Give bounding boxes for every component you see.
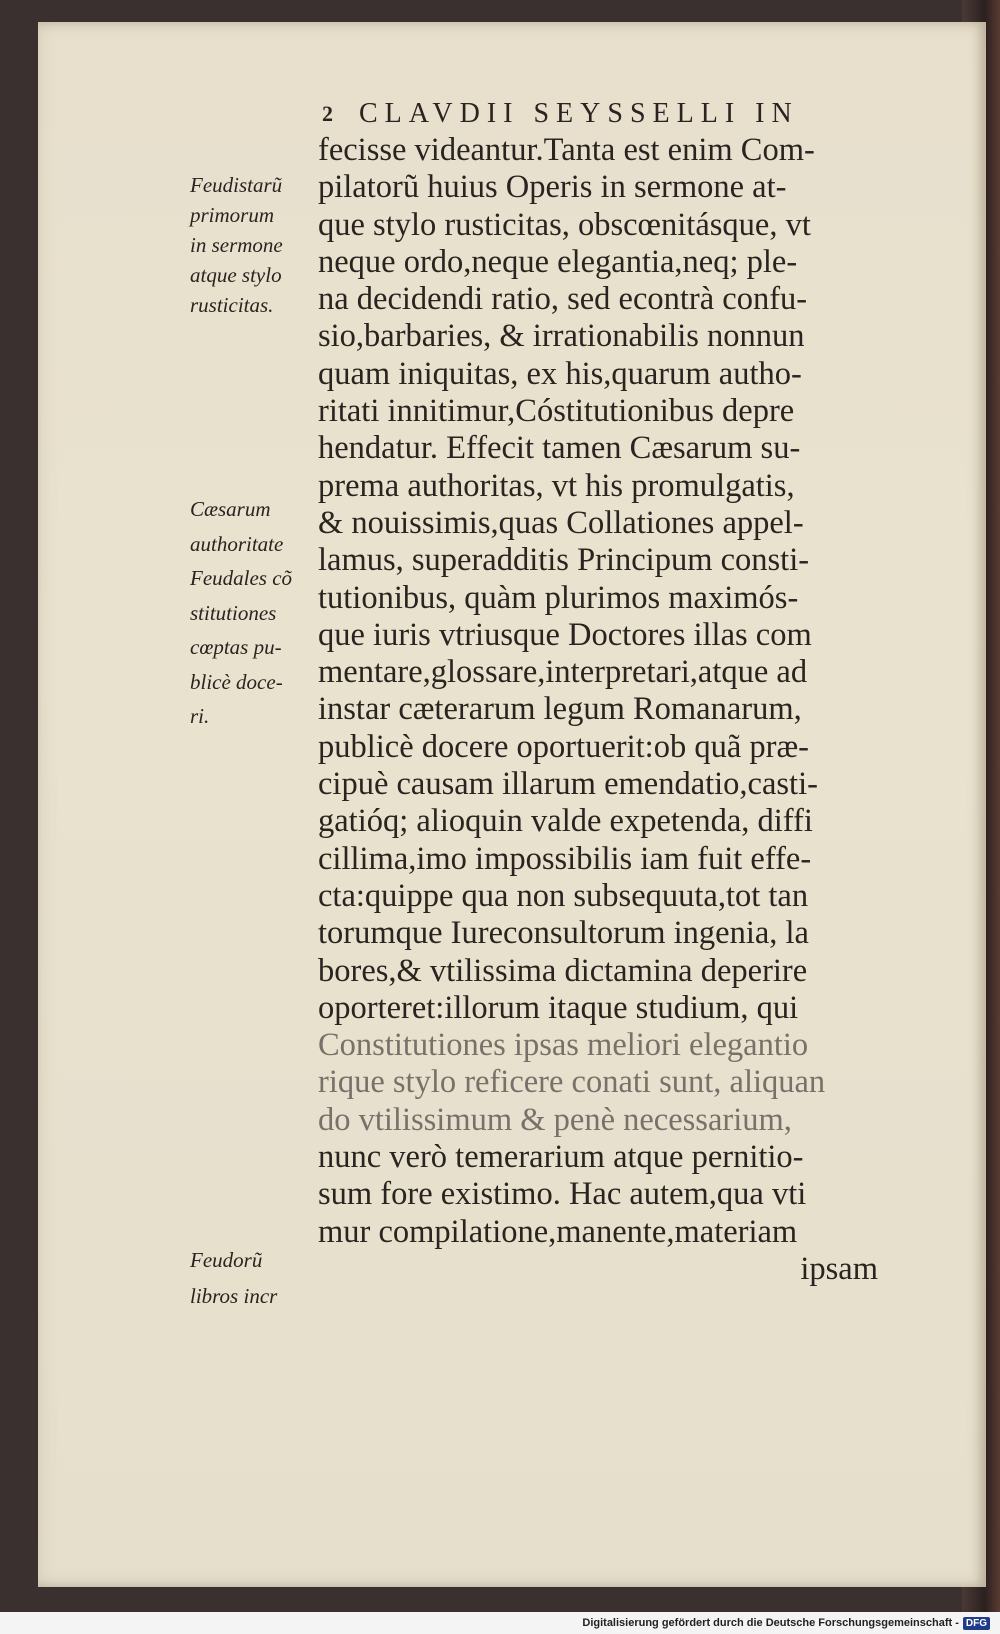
note-line: stitutiones — [190, 600, 277, 625]
running-head-title: CLAVDII SEYSSELLI IN — [359, 98, 799, 129]
page-number: 2 — [322, 101, 333, 126]
credit-text: Digitalisierung gefördert durch die Deutsche Forschungsgemeinschaft - — [582, 1617, 959, 1629]
text-line: fecisse videantur.Tanta est enim Com- — [318, 132, 815, 168]
text-line: bores,& vtilissima dictamina deperire — [318, 952, 808, 989]
text-line: neque ordo,neque elegantia,neq; ple- — [318, 243, 798, 280]
note-line: Cæsarum — [190, 497, 271, 521]
note-line: libros incr — [190, 1284, 278, 1308]
text-line: mentare,glossare,interpretari,atque ad — [318, 654, 808, 691]
note-line: rusticitas. — [190, 293, 274, 317]
text-line: sio,barbaries, & irrationabilis nonnun — [318, 318, 805, 355]
text-line: cipuè causam illarum emendatio,casti- — [318, 766, 818, 803]
text-line: tutionibus, quàm plurimos maximós- — [318, 579, 799, 616]
note-line: authoritate — [190, 531, 284, 556]
text-line: hendatur. Effecit tamen Cæsarum su- — [318, 430, 801, 467]
catchword: ipsam — [800, 1250, 878, 1287]
text-line: instar cæterarum legum Romanarum, — [318, 691, 802, 728]
text-line: prema authoritas, vt his promulgatis, — [318, 467, 795, 504]
text-line: quam iniquitas, ex his,quarum autho- — [318, 355, 802, 392]
digitization-credit — [582, 1614, 990, 1632]
text-line: oporteret:illorum itaque studium, qui — [318, 989, 799, 1026]
note-line: ri. — [190, 704, 210, 728]
note-line: Feudistarũ — [190, 173, 283, 197]
text-line: nunc verò temerarium atque pernitio- — [318, 1139, 804, 1176]
text-line: que stylo rusticitas, obscœnitásque, vt — [318, 206, 811, 243]
text-line: na decidendi ratio, sed econtrà confu- — [318, 281, 808, 318]
text-line: lamus, superadditis Principum consti- — [318, 542, 810, 579]
text-line: rique stylo reficere conati sunt, aliquan — [318, 1064, 826, 1101]
note-line: blicè doce- — [190, 669, 283, 694]
text-line: gatióq; alioquin valde expetenda, diffi — [318, 803, 813, 840]
note-line: atque stylo — [190, 263, 282, 287]
dfg-logo: DFG — [963, 1617, 990, 1630]
body-text — [318, 132, 878, 1288]
text-line: sum fore existimo. Hac autem,qua vti — [318, 1176, 807, 1213]
text-line: cillima,imo impossibilis iam fuit effe- — [318, 840, 812, 877]
text-line: torumque Iureconsultorum ingenia, la — [318, 915, 809, 952]
text-line: pilatorũ huius Operis in sermone at- — [318, 169, 787, 206]
note-line: cœptas pu- — [190, 635, 282, 659]
text-line: do vtilissimum & penè necessarium, — [318, 1101, 792, 1138]
note-line: Feudorũ — [190, 1248, 263, 1272]
running-head — [322, 94, 882, 134]
note-line: Feudales cõ — [190, 566, 293, 590]
marginal-note — [190, 1242, 320, 1314]
note-line: primorum — [190, 203, 275, 227]
marginal-note — [190, 170, 320, 320]
text-line: Constitutiones ipsas meliori elegantio — [318, 1027, 809, 1064]
text-line: mur compilatione,manente,materiam — [318, 1213, 798, 1250]
note-line: in sermone — [190, 233, 283, 257]
text-line: ritati innitimur,Cóstitutionibus depre — [318, 393, 795, 430]
text-line: & nouissimis,quas Collationes appel- — [318, 504, 804, 541]
text-line: publicè docere oportuerit:ob quã præ- — [318, 728, 809, 765]
text-line: cta:quippe qua non subsequuta,tot tan — [318, 877, 809, 914]
text-line: que iuris vtriusque Doctores illas com — [318, 616, 812, 653]
marginal-note — [190, 492, 320, 734]
